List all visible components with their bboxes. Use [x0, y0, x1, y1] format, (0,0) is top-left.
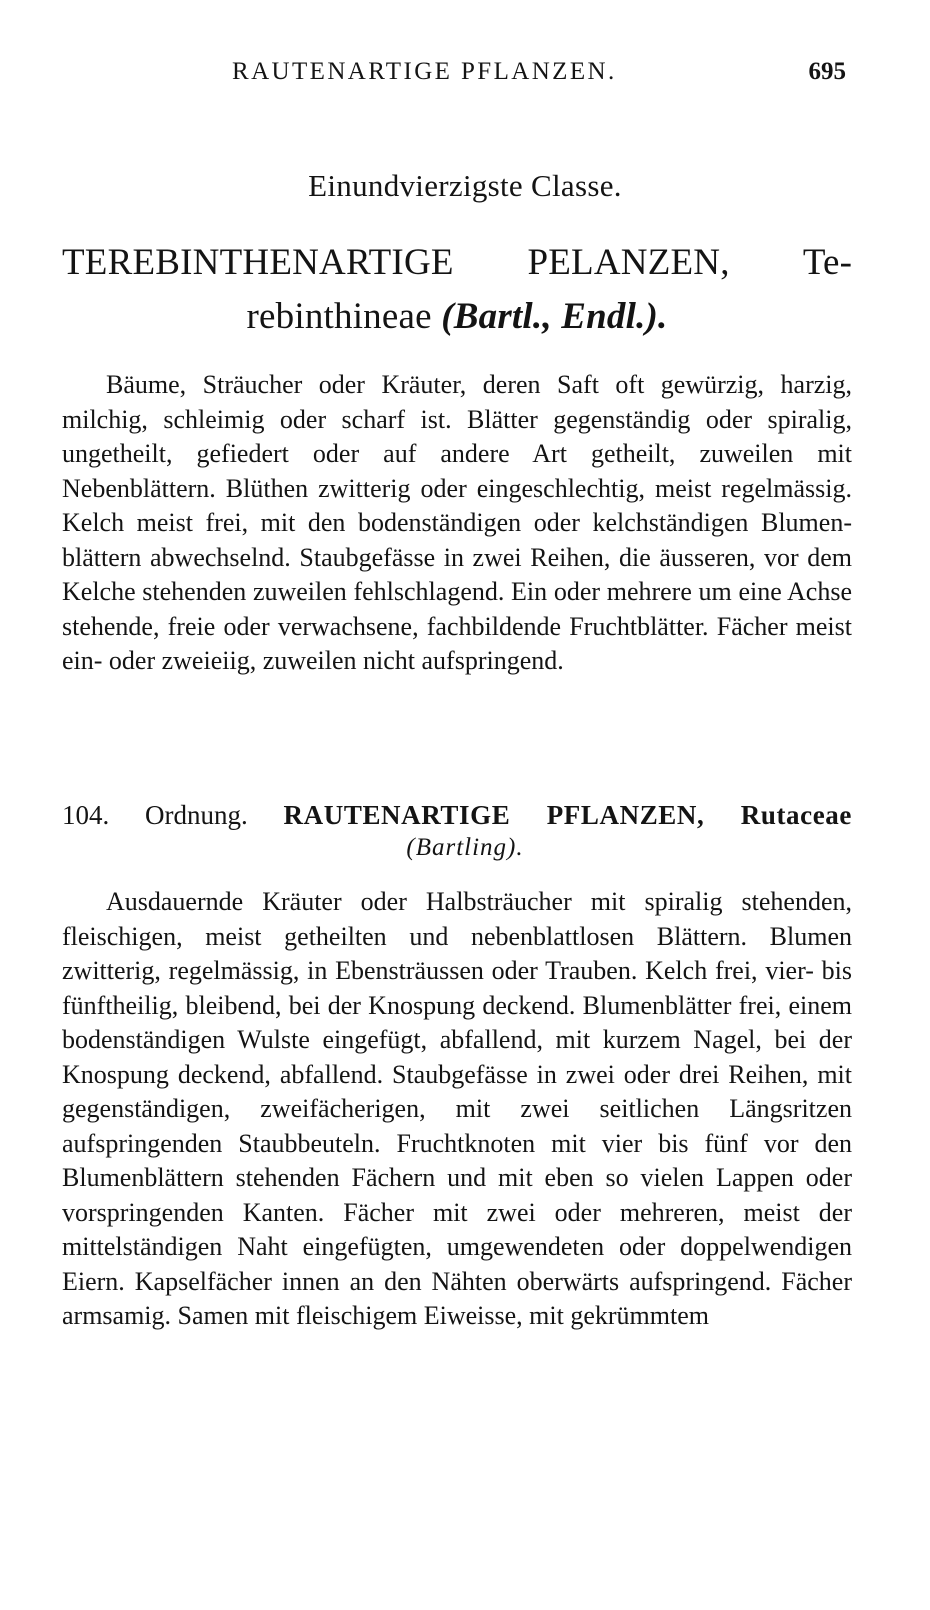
order-number: 104. Ordnung. [62, 800, 248, 830]
class-title-main: TEREBINTHENARTIGE PELANZEN, Terebinthineae [62, 242, 852, 337]
order-description-paragraph: Ausdauernde Kräuter oder Halbsträucher mit spiralig stehenden, fleischigen, meist getheilten und nebenblattlosen Blättern. Blumen zwitterig, regelmässig, in Ebensträussen oder Trauben. Kelch frei, vier- bis fünftheilig, bleibend, bei der Knospung deckend. Blumenblätter frei, einem bodenständigen Wulste eingefügt, abfallend, mit kurzem Nagel, bei der Knospung deckend, abfallend. Staubgefässe in zwei oder drei Reihen, mit gegenständigen, zweifächerigen, mit zwei seitlichen Längsritzen aufspringenden Staubbeuteln. Fruchtknoten mit vier bis fünf vor den Blumenblättern stehenden Fächern und mit eben so vielen Lappen oder vorspringenden Kanten. Fächer mit zwei oder mehreren, meist der mittelständigen Naht eingefügten, umgewendeten oder doppelwendigen Eiern. Kapselfächer innen an den Nähten oberwärts aufspringend. Fächer armsamig. Samen mit fleischigem Eiweisse, mit gekrümmtem [62, 887, 852, 1330]
page-number: 695 [808, 58, 846, 85]
running-head-title: RAUTENARTIGE PFLANZEN. [232, 58, 617, 85]
order-authority: (Bartling). [406, 834, 524, 861]
class-title [62, 236, 852, 344]
class-title-authority: (Bartl., Endl.). [441, 296, 668, 337]
running-head [0, 58, 930, 92]
class-description-paragraph: Bäume, Sträucher oder Kräuter, deren Saft oft gewürzig, harzig, milchig, schleimig oder scharf ist. Blätter gegenständig oder spiralig, ungetheilt, gefiedert oder auf andere Art getheilt, zuweilen mit Nebenblättern. Blüthen zwitterig oder eingeschlechtig, meist regelmässig. Kelch meist frei, mit den bodenständigen oder kelchständigen Blumenblättern abwechselnd. Staubgefässe in zwei Reihen, die äusseren, vor dem Kelche stehenden zuweilen fehlschlagend. Ein oder mehrere um eine Achse stehende, freie oder verwachsene, fachbildende Fruchtblätter. Fächer meist ein- oder zweieiig, zuweilen nicht aufspringend. [62, 370, 852, 675]
order-name: RAUTENARTIGE PFLANZEN, Rutaceae [283, 800, 852, 830]
order-heading [62, 798, 852, 832]
class-heading: Einundvierzigste Classe. [308, 168, 622, 203]
